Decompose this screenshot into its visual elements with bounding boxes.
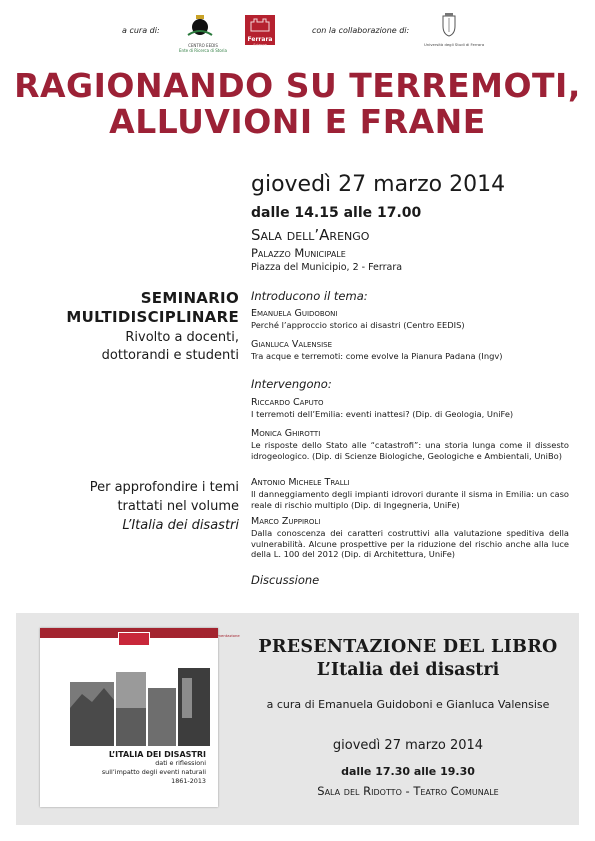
presentation-heading: PRESENTAZIONE DEL LIBRO [258,637,558,657]
event-time: dalle 14.15 alle 17.00 [251,205,422,221]
eedis-logo-sub: Ente di Ricerca di Storia [179,48,227,53]
book-cover-title [102,750,206,785]
event-address: Piazza del Municipio, 2 - Ferrara [251,262,403,273]
ferrara-logo [245,15,275,45]
talk-speaker [251,516,569,560]
ferrara-logo-sub: Scienze [253,43,267,47]
further-reading-line1: Per approfondire i temi [89,480,239,495]
curated-by-label: a cura di: [122,26,160,35]
speaker-talk: I terremoti dell’Emilia: eventi inattesi? (Dip. di Geologia, UniFe) [251,409,514,419]
eedis-logo-name: CENTRO EEDIS [188,43,218,48]
speaker-talk: Il danneggiamento degli impianti idrovori durante il sisma in Emilia: un caso reale di rischio multiplo (Dip. di Ingegneria, UniFe) [251,489,569,510]
eedis-logo [178,13,228,53]
talk-speaker [251,477,569,510]
castle-icon [245,15,275,33]
seminar-audience-line1: Rivolto a docenti, [125,330,239,345]
presentation-venue: Sala del Ridotto - Teatro Comunale [317,784,499,798]
main-title [0,68,595,140]
speaker-name: Emanuela Guidoboni [251,308,338,319]
speaker-name: Gianluca Valensise [251,339,333,350]
speaker-talk: Dalla conoscenza dei caratteri costruttivi alla valutazione speditiva della vulnerabilità. Alcune prospettive per la riduzione del rischio anche alla luce della L. 100 del 2012 (Dip. di Architettura, UniFe) [251,528,569,560]
book-cover-sub2: sull’impatto degli eventi naturali [101,767,206,776]
book-presentation-panel [16,613,579,825]
book-cover-sub1: dati e riflessioni [155,759,206,767]
presentation-date: giovedì 27 marzo 2014 [332,738,484,753]
eedis-emblem-icon [178,13,228,39]
presentation-curators: a cura di Emanuela Guidoboni e Gianluca Valensise [266,698,550,711]
crest-icon [424,12,474,38]
main-title-line1: RAGIONANDO SU TERREMOTI, [14,66,581,105]
talks-heading-text: Intervengono: [251,377,332,391]
intro-speaker [251,339,569,362]
talk-speaker [251,397,569,420]
book-cover-title-main: L’ITALIA DEI DISASTRI [108,750,206,759]
book-cover-years: 1861-2013 [171,776,206,785]
speaker-name: Monica Ghirotti [251,428,321,439]
seminar-audience-line2: dottorandi e studenti [101,348,239,363]
discussion [251,573,569,587]
event-building: Palazzo Municipale [251,246,346,260]
ferrara-logo-name: Ferrara [247,36,273,43]
presentation-time: dalle 17.30 alle 19.30 [341,765,475,778]
book-cover [40,628,240,807]
presentation-book-title: L’Italia dei disastri [316,660,500,680]
book-cover-photo-icon [70,668,210,746]
speaker-name: Riccardo Caputo [251,397,324,408]
event-date: giovedì 27 marzo 2014 [251,172,506,197]
seminar-audience [102,329,239,365]
unife-logo-name: Università degli Studi di Ferrara [424,42,485,47]
intro-speaker [251,308,569,331]
speaker-name: Marco Zuppiroli [251,516,321,527]
further-reading-line2: trattati nel volume [117,499,239,514]
collaboration-label: con la collaborazione di: [312,26,410,35]
seminar-title-line2: MULTIDISCIPLINARE [66,308,239,326]
speaker-talk: Le risposte dello Stato alle “catastrofi”: una storia lunga come il dissesto idrogeologico. (Dip. di Scienze Biologiche, Geologiche e Ambientali, UniBo) [251,440,569,461]
book-series: Centro euromediterraneo di documentazione [154,633,240,638]
further-reading-book: L’Italia dei disastri [122,518,239,533]
further-reading [90,478,239,516]
seminar-title [66,289,239,327]
intro-heading-text: Introducono il tema: [251,289,368,303]
discussion-text: Discussione [251,573,320,587]
speaker-talk: Perché l’approccio storico ai disastri (Centro EEDIS) [251,320,465,330]
main-title-line2: ALLUVIONI E FRANE [109,102,486,141]
talks-heading [251,377,569,391]
event-venue: Sala dell’Arengo [251,226,370,244]
talk-speaker [251,428,569,461]
unife-logo [424,12,485,48]
speaker-name: Antonio Michele Tralli [251,477,350,488]
intro-heading [251,289,569,303]
speaker-talk: Tra acque e terremoti: come evolve la Pianura Padana (Ingv) [251,351,503,361]
book-publisher-logo [118,632,150,646]
seminar-title-line1: SEMINARIO [140,289,239,307]
